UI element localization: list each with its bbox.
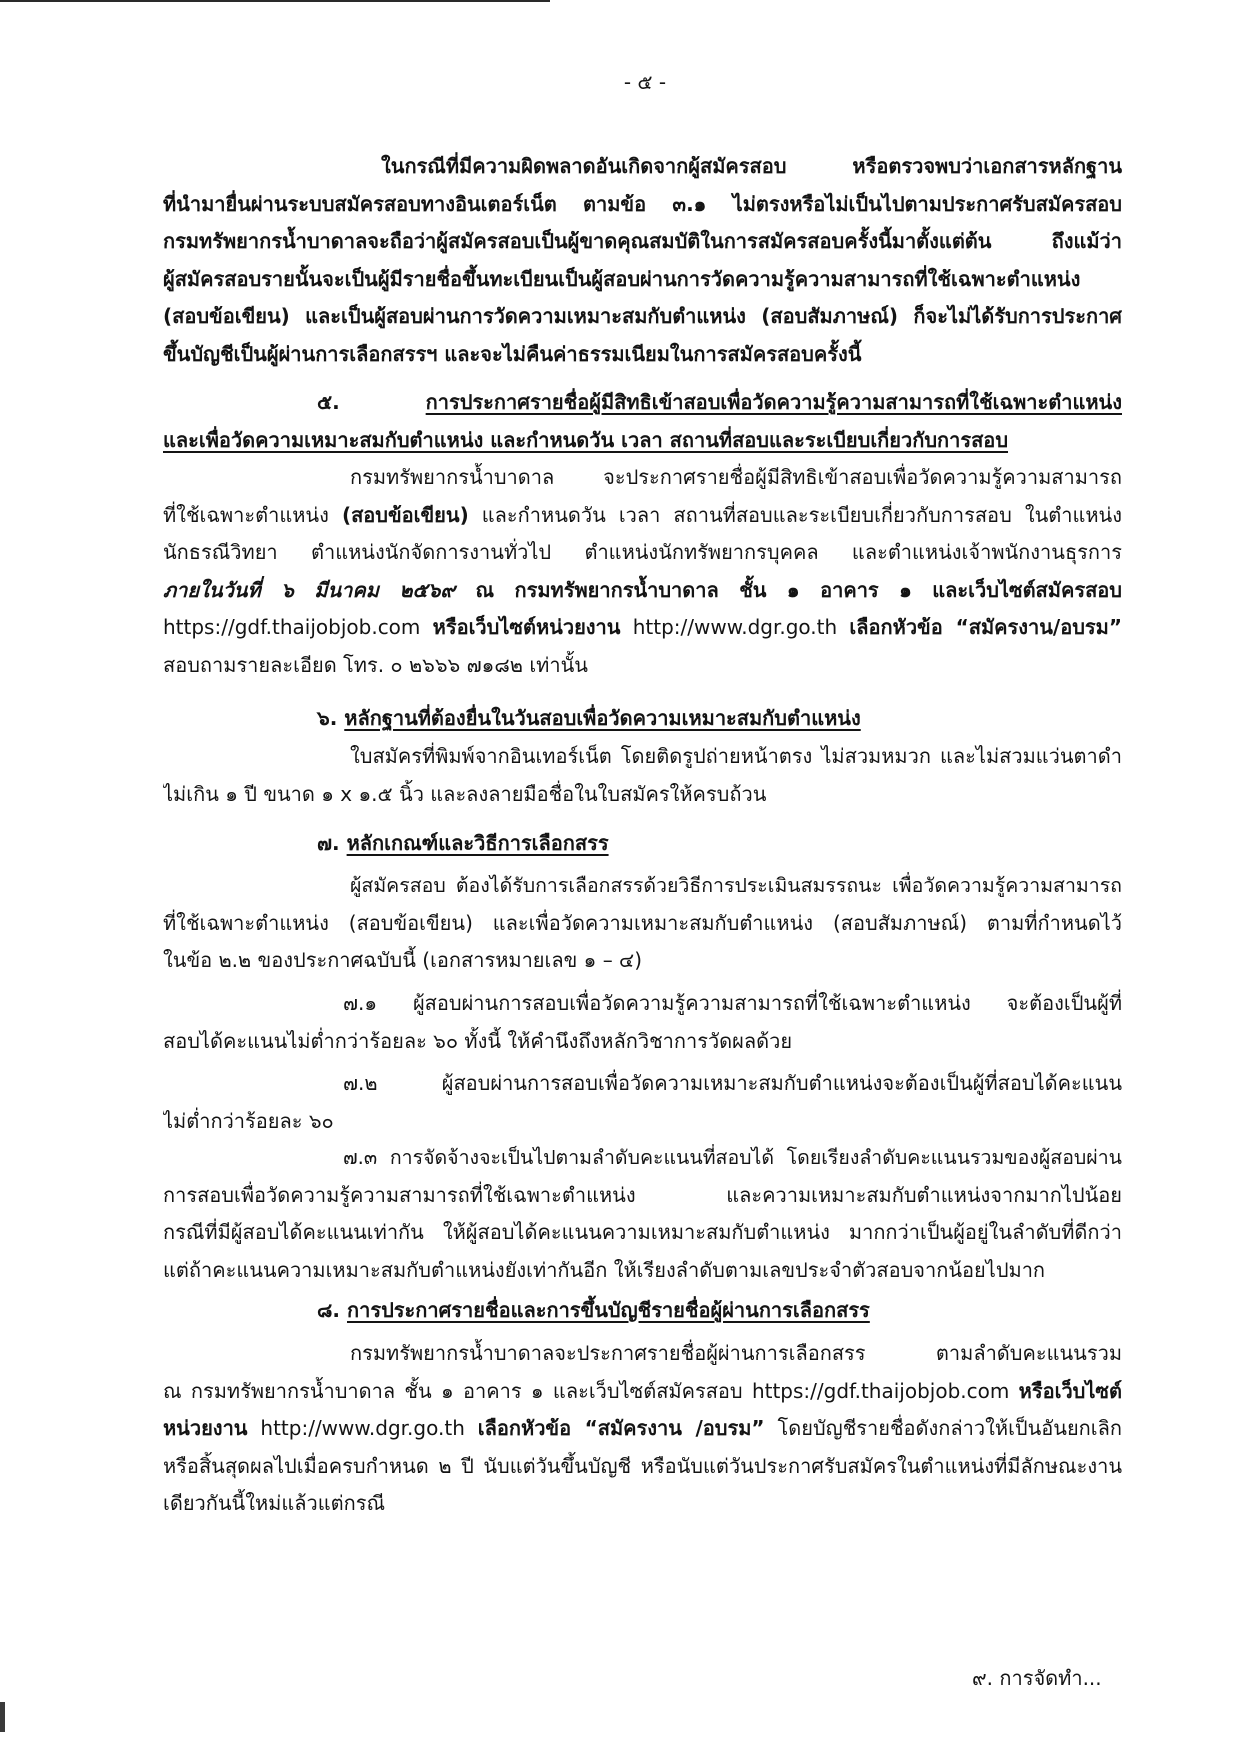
bold-text: เลือกหัวข้อ “สมัครงาน /อบรม” <box>477 1416 765 1440</box>
section-8-title: การประกาศรายชื่อและการขึ้นบัญชีรายชื่อผู้ผ่านการเลือกสรร <box>347 1298 870 1322</box>
bold-text: เลือกหัวข้อ “สมัครงาน/อบรม” <box>849 615 1122 639</box>
section-8-heading-line <box>163 1292 1122 1330</box>
intro-line: ผู้สมัครสอบรายนั้นจะเป็นผู้มีรายชื่อขึ้นทะเบียนเป็นผู้สอบผ่านการวัดความรู้ความสามารถที่ใช้เฉพาะตำแหน่ง <box>163 266 1081 291</box>
item-line: ๗.๑ ผู้สอบผ่านการสอบเพื่อวัดความรู้ความสามารถที่ใช้เฉพาะตำแหน่ง จะต้องเป็นผู้ที่ <box>343 991 1122 1015</box>
section-8-heading <box>163 1292 1122 1330</box>
body-line: ผู้สมัครสอบ ต้องได้รับการเลือกสรรด้วยวิธีการประเมินสมรรถนะ เพื่อวัดความรู้ความสามารถ <box>350 874 1122 897</box>
bold-text: หรือเว็บไซต์หน่วยงาน <box>432 615 621 639</box>
section-5-number: ๕. <box>317 390 340 414</box>
section-7-item-1 <box>163 985 1122 1060</box>
intro-line: กรมทรัพยากรน้ำบาดาลจะถือว่าผู้สมัครสอบเป็นผู้ขาดคุณสมบัติในการสมัครสอบครั้งนี้มาตั้งแต่ต้น ถึงแม้ว่า <box>163 229 1122 253</box>
body-line: กรมทรัพยากรน้ำบาดาล จะประกาศรายชื่อผู้มีสิทธิเข้าสอบเพื่อวัดความรู้ความสามารถ <box>350 465 1122 489</box>
item-line: ๗.๓ การจัดจ้างจะเป็นไปตามลำดับคะแนนที่สอบได้ โดยเรียงลำดับคะแนนรวมของผู้สอบผ่าน <box>343 1146 1122 1169</box>
section-8-body <box>163 1335 1122 1523</box>
intro-line: ในกรณีที่มีความผิดพลาดอันเกิดจากผู้สมัครสอบ หรือตรวจพบว่าเอกสารหลักฐาน <box>381 154 1122 178</box>
section-7-item-2 <box>163 1065 1122 1140</box>
bold-text: ณ กรมทรัพยากรน้ำบาดาล ชั้น ๑ อาคาร ๑ และเว็บไซต์สมัครสอบ <box>455 577 1122 602</box>
section-8-number: ๘. <box>317 1298 341 1322</box>
body-line: ที่ใช้เฉพาะตำแหน่ง (สอบข้อเขียน) และเพื่อวัดความเหมาะสมกับตำแหน่ง (สอบสัมภาษณ์) ตามที่กำหนดไว้ <box>163 910 1122 935</box>
item-line: การสอบเพื่อวัดความรู้ความสามารถที่ใช้เฉพาะตำแหน่ง และความเหมาะสมกับตำแหน่งจากมากไปน้อย <box>163 1182 1122 1207</box>
body-line <box>163 609 1122 647</box>
intro-line: ที่นำมายื่นผ่านระบบสมัครสอบทางอินเตอร์เน็ต ตามข้อ ๓.๑ ไม่ตรงหรือไม่เป็นไปตามประกาศรับสมัครสอบ <box>163 191 1122 216</box>
url-text: http://www.dgr.go.th <box>620 615 850 639</box>
section-5-body <box>163 459 1122 684</box>
section-6-heading <box>163 700 1122 738</box>
body-line: หรือสิ้นสุดผลไปเมื่อครบกำหนด ๒ ปี นับแต่วันขึ้นบัญชี หรือนับแต่วันประกาศรับสมัครในตำแหน่งที่มีลักษณะงาน <box>163 1453 1122 1478</box>
item-line: สอบได้คะแนนไม่ต่ำกว่าร้อยละ ๖๐ ทั้งนี้ ให้คำนึงถึงหลักวิชาการวัดผลด้วย <box>163 1028 793 1053</box>
section-7-item-3 <box>163 1139 1122 1289</box>
url-text: https://gdf.thaijobjob.com <box>163 615 433 639</box>
bold-text: หน่วยงาน <box>163 1416 248 1440</box>
body-text: และกำหนดวัน เวลา สถานที่สอบและระเบียบเกี่ยวกับการสอบ ในตำแหน่ง <box>468 502 1122 527</box>
section-5-heading-line <box>163 384 1122 422</box>
section-7-title: หลักเกณฑ์และวิธีการเลือกสรร <box>346 831 609 855</box>
intro-line: (สอบข้อเขียน) และเป็นผู้สอบผ่านการวัดความเหมาะสมกับตำแหน่ง (สอบสัมภาษณ์) ก็จะไม่ได้รับการประกาศ <box>163 304 1122 328</box>
item-line: แต่ถ้าคะแนนความเหมาะสมกับตำแหน่งยังเท่ากันอีก ให้เรียงลำดับตามเลขประจำตัวสอบจากน้อยไปมาก <box>163 1257 1046 1282</box>
url-text: http://www.dgr.go.th <box>247 1416 478 1440</box>
section-7-heading-line <box>163 825 1122 863</box>
body-line: กรมทรัพยากรน้ำบาดาลจะประกาศรายชื่อผู้ผ่านการเลือกสรร ตามลำดับคะแนนรวม <box>350 1341 1122 1365</box>
body-line <box>163 572 1122 610</box>
body-text: โดยบัญชีรายชื่อดังกล่าวให้เป็นอันยกเลิก <box>764 1416 1122 1440</box>
body-line: ไม่เกิน ๑ ปี ขนาด ๑ x ๑.๕ นิ้ว และลงลายมือชื่อในใบสมัครให้ครบถ้วน <box>163 781 767 806</box>
body-line: นักธรณีวิทยา ตำแหน่งนักจัดการงานทั่วไป ตำแหน่งนักทรัพยากรบุคคล และตำแหน่งเจ้าพนักงานธุรการ <box>163 540 1122 564</box>
body-line: เดียวกันนี้ใหม่แล้วแต่กรณี <box>163 1491 386 1515</box>
body-line: ในข้อ ๒.๒ ของประกาศฉบับนี้ (เอกสารหมายเลข ๑ – ๔) <box>163 948 642 972</box>
section-7-number: ๗. <box>317 831 340 855</box>
body-line <box>163 1373 1122 1411</box>
section-5-title: และเพื่อวัดความเหมาะสมกับตำแหน่ง และกำหนดวัน เวลา สถานที่สอบและระเบียบเกี่ยวกับการสอบ <box>163 427 1009 452</box>
section-7-heading <box>163 825 1122 863</box>
bold-text: หรือเว็บไซต์ <box>1018 1378 1122 1403</box>
url-text: ณ กรมทรัพยากรน้ำบาดาล ชั้น ๑ อาคาร ๑ และเว็บไซต์สมัครสอบ https://gdf.thaijobjob.com <box>163 1378 1019 1403</box>
deadline-date: ภายในวันที่ ๖ มีนาคม ๒๕๖๙ <box>163 577 456 602</box>
section-6-title: หลักฐานที่ต้องยื่นในวันสอบเพื่อวัดความเหมาะสมกับตำแหน่ง <box>344 706 861 730</box>
intro-paragraph <box>163 148 1122 373</box>
page-number: - ๕ - <box>623 70 667 94</box>
scan-edge-mark <box>0 1702 5 1732</box>
intro-line: ขึ้นบัญชีเป็นผู้ผ่านการเลือกสรรฯ และจะไม่คืนค่าธรรมเนียมในการสมัครสอบครั้งนี้ <box>163 341 862 366</box>
section-6-heading-line <box>163 700 1122 738</box>
bold-text: (สอบข้อเขียน) <box>341 502 469 527</box>
scan-edge-line <box>0 0 550 2</box>
section-5-title: การประกาศรายชื่อผู้มีสิทธิเข้าสอบเพื่อวัดความรู้ความสามารถที่ใช้เฉพาะตำแหน่ง <box>425 390 1122 414</box>
item-line: กรณีที่มีผู้สอบได้คะแนนเท่ากัน ให้ผู้สอบได้คะแนนความเหมาะสมกับตำแหน่ง มากกว่าเป็นผู้อยู่ในลำดับที่ดีกว่า <box>163 1220 1122 1244</box>
section-6-body <box>163 738 1122 813</box>
section-5-heading-line <box>163 422 1122 460</box>
body-line: ใบสมัครที่พิมพ์จากอินเทอร์เน็ต โดยติดรูปถ่ายหน้าตรง ไม่สวมหมวก และไม่สวมแว่นตาดำ <box>350 744 1122 768</box>
continuation-note: ๙. การจัดทำ... <box>972 1666 1102 1690</box>
item-line: ๗.๒ ผู้สอบผ่านการสอบเพื่อวัดความเหมาะสมกับตำแหน่งจะต้องเป็นผู้ที่สอบได้คะแนน <box>343 1071 1122 1095</box>
section-7-body <box>163 867 1122 980</box>
section-5-heading <box>163 384 1122 459</box>
section-6-number: ๖. <box>317 706 338 730</box>
item-line: ไม่ต่ำกว่าร้อยละ ๖๐ <box>163 1108 334 1133</box>
body-text: ที่ใช้เฉพาะตำแหน่ง <box>163 502 342 527</box>
body-line: สอบถามรายละเอียด โทร. ๐ ๒๖๖๖ ๗๑๘๒ เท่านั้น <box>163 652 588 677</box>
body-line <box>163 1410 1122 1448</box>
body-line <box>163 497 1122 535</box>
